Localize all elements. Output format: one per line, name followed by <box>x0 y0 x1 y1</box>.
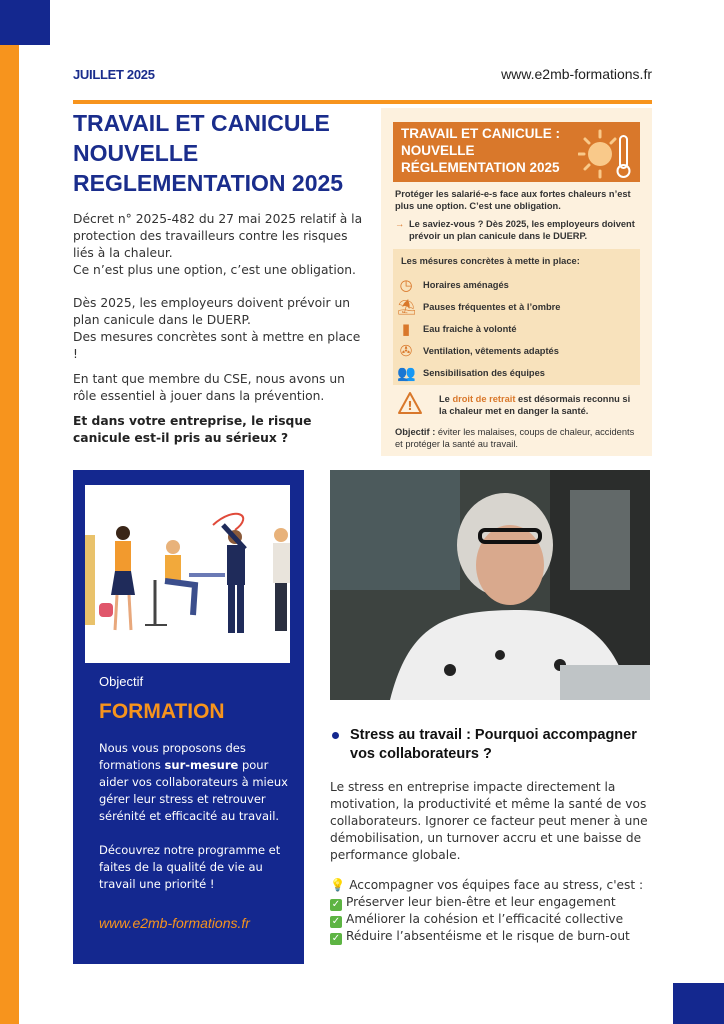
bullet-dot-icon <box>332 732 339 739</box>
objectif-text: éviter les malaises, coups de chaleur, accidents et protéger la santé au travail. <box>395 427 635 449</box>
arrow-right-icon: → <box>395 219 405 229</box>
header-divider <box>73 100 652 104</box>
formation-description <box>99 740 289 893</box>
intro-paragraph <box>73 211 368 279</box>
svg-text:!: ! <box>407 399 413 413</box>
list-item <box>330 911 660 928</box>
duerp-text: Dès 2025, les employeurs doivent prévoir un plan canicule dans le DUERP. <box>73 296 351 327</box>
check-icon: ✓ <box>331 916 341 927</box>
formation-website-link[interactable]: www.e2mb-formations.fr <box>99 915 250 931</box>
measure-item: Pauses fréquentes et à l’ombre <box>423 302 561 312</box>
list-intro-text: Accompagner vos équipes face au stress, c'est : <box>349 878 644 892</box>
objectif-label: Objectif <box>99 674 144 689</box>
formation-panel <box>73 470 304 964</box>
infographic-title-line: RÉGLEMENTATION 2025 <box>401 160 560 175</box>
measures-panel <box>393 249 640 385</box>
sur-mesure-highlight: sur-mesure <box>164 758 239 772</box>
infographic-header <box>393 122 640 182</box>
warning-icon <box>397 391 423 415</box>
list-item-text: Améliorer la cohésion et l’efficacité collective <box>346 912 624 926</box>
measure-item: Horaires aménagés <box>423 280 509 290</box>
formation-paragraph <box>99 740 289 825</box>
retrait-pre: Le <box>439 394 453 404</box>
list-item-text: Réduire l’absentéisme et le risque de burn-out <box>346 929 630 943</box>
blue-corner-block-bottom <box>673 983 724 1024</box>
check-icon: ✓ <box>331 899 341 910</box>
formation-text: pour aider vos collaborateurs à mieux gérer leur stress et retrouver sérénité et efficacité au travail. <box>99 758 288 823</box>
canicule-infographic <box>381 108 652 456</box>
issue-date: JUILLET 2025 <box>73 67 155 82</box>
infographic-title-line: TRAVAIL ET CANICULE : <box>401 126 560 141</box>
infographic-lead: Protéger les salarié-e-s face aux fortes chaleurs n’est plus une option. C’est une obligation. <box>395 189 631 211</box>
stressed-woman-photo <box>330 470 650 700</box>
title-line: TRAVAIL ET CANICULE <box>73 110 330 136</box>
formation-title: FORMATION <box>99 700 225 723</box>
blue-corner-block <box>0 0 50 45</box>
stress-body: Le stress en entreprise impacte directement la motivation, la productivité et même la santé de vos collaborateurs. Ignorer ce facteur peut mener à une démobilisation, un turnover accru et une baisse de performance globale. <box>330 780 648 862</box>
measure-item: Sensibilisation des équipes <box>423 368 545 378</box>
team-work-illustration <box>85 485 290 663</box>
intro-text <box>73 211 368 463</box>
check-icon: ✓ <box>331 933 341 944</box>
sun-thermometer-icon <box>578 128 634 180</box>
measures-text: Des mesures concrètes sont à mettre en place ! <box>73 330 361 361</box>
title-line: NOUVELLE <box>73 140 199 166</box>
lightbulb-icon: 💡 <box>330 878 346 892</box>
stress-heading-text: Stress au travail : Pourquoi accompagner vos collaborateurs ? <box>350 727 637 762</box>
fan-icon: ✇ <box>399 342 413 360</box>
measure-item: Eau fraiche à volonté <box>423 324 517 334</box>
page-title <box>73 108 373 198</box>
list-item <box>330 928 660 945</box>
retrait-text <box>439 393 639 417</box>
formation-text: Nous vous proposons des formations <box>99 741 246 772</box>
header-website-link[interactable]: www.e2mb-formations.fr <box>501 66 652 82</box>
formation-paragraph: Découvrez notre programme et faites de la qualité de vie au travail une priorité ! <box>99 843 281 891</box>
office-people-illustration <box>85 485 290 663</box>
measure-item: Ventilation, vêtements adaptés <box>423 346 559 356</box>
objectif-label: Objectif : <box>395 427 436 437</box>
team-icon: 👥 <box>397 364 416 382</box>
lounge-chair-icon: ⛱ <box>397 298 417 316</box>
title-line: REGLEMENTATION 2025 <box>73 170 344 196</box>
obligation-text: Ce n’est plus une option, c’est une obligation. <box>73 263 356 277</box>
saviez-text: Le saviez-vous ? Dès 2025, les employeurs doivent prévoir un plan canicule dans le DUERP. <box>409 219 635 241</box>
decree-text: Décret n° 2025-482 du 27 mai 2025 relatif à la protection des travailleurs contre les risques liés à la chaleur. <box>73 212 363 260</box>
clock-icon: ◷ <box>399 276 413 294</box>
infographic-objectif <box>395 426 640 450</box>
stress-heading <box>330 726 650 764</box>
retrait-highlight: droit de retrait <box>452 394 516 404</box>
orange-side-bar <box>0 0 19 1024</box>
intro-paragraph <box>73 295 368 363</box>
list-item <box>330 894 660 911</box>
intro-paragraph: En tant que membre du CSE, nous avons un rôle essentiel à jouer dans la prévention. <box>73 372 345 403</box>
measures-title: Les mésures concrètes à mette in place: <box>401 256 580 266</box>
retrait-post: est désormais reconnu si la chaleur met en danger la santé. <box>439 394 631 416</box>
infographic-saviez <box>395 218 640 242</box>
photo-illustration <box>330 470 650 700</box>
water-bottle-icon: ▮ <box>401 320 411 338</box>
stress-benefits-list <box>330 877 660 945</box>
intro-question: Et dans votre entreprise, le risque canicule est-il pris au sérieux ? <box>73 414 312 445</box>
list-intro <box>330 877 660 894</box>
list-item-text: Préserver leur bien-être et leur engagement <box>346 895 616 909</box>
infographic-title-line: NOUVELLE <box>401 143 475 158</box>
